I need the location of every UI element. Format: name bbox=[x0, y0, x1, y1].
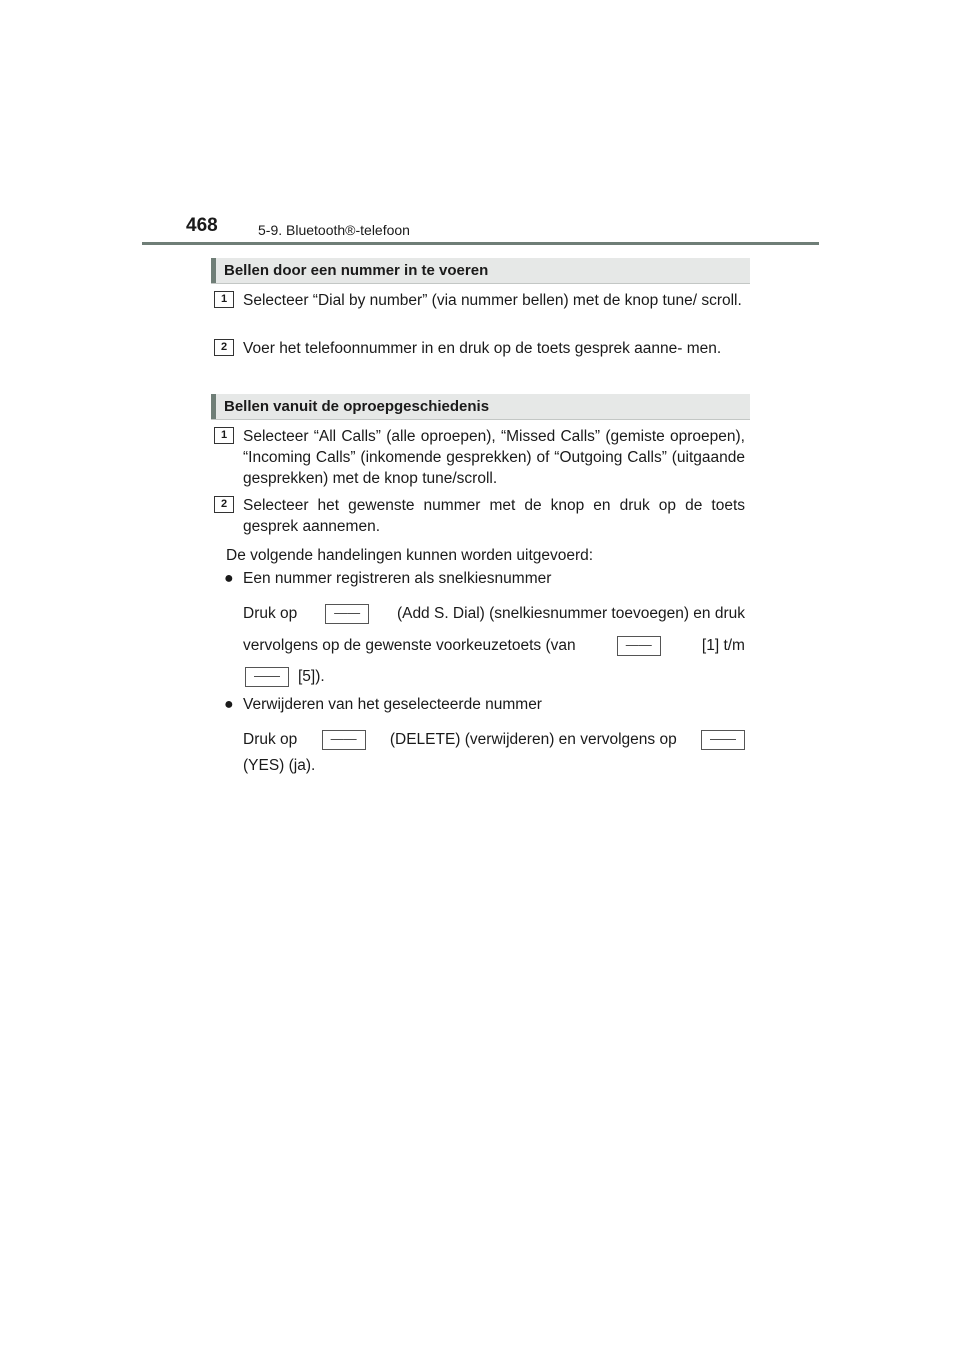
operation-instruction-line bbox=[243, 729, 745, 750]
instruction-text: (DELETE) (verwijderen) en vervolgens op bbox=[389, 731, 677, 748]
step-text: Voer het telefoonnummer in en druk op de toets gesprek aanne- men. bbox=[243, 340, 722, 357]
heading-accent bbox=[211, 394, 216, 419]
yes-button-icon: —— bbox=[701, 730, 745, 750]
step-text: Selecteer “All Calls” (alle oproepen), “Missed Calls” (gemiste oproepen), “Incoming Calls” (inkomende gesprekken) of “Outgoing Calls” (uitgaande gesprekken) met de knop tune/scroll. bbox=[243, 428, 745, 487]
operation-title: Verwijderen van het geselecteerde nummer bbox=[243, 696, 542, 713]
instruction-text: (Add S. Dial) (snelkiesnummer toevoegen) en druk bbox=[396, 605, 745, 622]
bullet-icon: ● bbox=[224, 696, 234, 713]
section-heading-call-history bbox=[211, 394, 750, 420]
section-heading-dial-number bbox=[211, 258, 750, 284]
delete-button-icon: —— bbox=[322, 730, 366, 750]
operations-intro: De volgende handelingen kunnen worden uitgevoerd: bbox=[226, 547, 594, 564]
heading-accent bbox=[211, 258, 216, 283]
step-number-badge: 2 bbox=[214, 496, 234, 513]
step-number-badge: 1 bbox=[214, 291, 234, 308]
instruction-text: [1] t/m bbox=[701, 637, 745, 654]
section-heading-text: Bellen vanuit de oproepgeschiedenis bbox=[224, 398, 490, 415]
bullet-icon: ● bbox=[224, 570, 234, 587]
instruction-text: Druk op bbox=[243, 605, 298, 622]
step-text: Selecteer het gewenste nummer met de knop en druk op de toets gesprek aannemen. bbox=[243, 497, 745, 535]
step-text: Selecteer “Dial by number” (via nummer bellen) met de knop tune/ scroll. bbox=[243, 292, 742, 309]
add-speed-dial-button-icon: —— bbox=[325, 604, 369, 624]
step-number-badge: 2 bbox=[214, 339, 234, 356]
page-number: 468 bbox=[186, 215, 218, 236]
section-heading-text: Bellen door een nummer in te voeren bbox=[224, 262, 489, 279]
instruction-text: [5]). bbox=[298, 668, 325, 685]
header-divider bbox=[142, 242, 819, 245]
operation-title: Een nummer registreren als snelkiesnummer bbox=[243, 570, 552, 587]
step-number-badge: 1 bbox=[214, 427, 234, 444]
operation-instruction-line bbox=[243, 603, 745, 624]
instruction-text: Druk op bbox=[243, 731, 298, 748]
section-label: 5-9. Bluetooth®-telefoon bbox=[258, 222, 410, 238]
instruction-text: (YES) (ja). bbox=[243, 757, 316, 774]
operation-instruction-line bbox=[243, 635, 745, 656]
preset-button-icon: —— bbox=[245, 667, 289, 687]
instruction-text: vervolgens op de gewenste voorkeuzetoets (van bbox=[243, 637, 576, 654]
preset-button-icon: —— bbox=[617, 636, 661, 656]
